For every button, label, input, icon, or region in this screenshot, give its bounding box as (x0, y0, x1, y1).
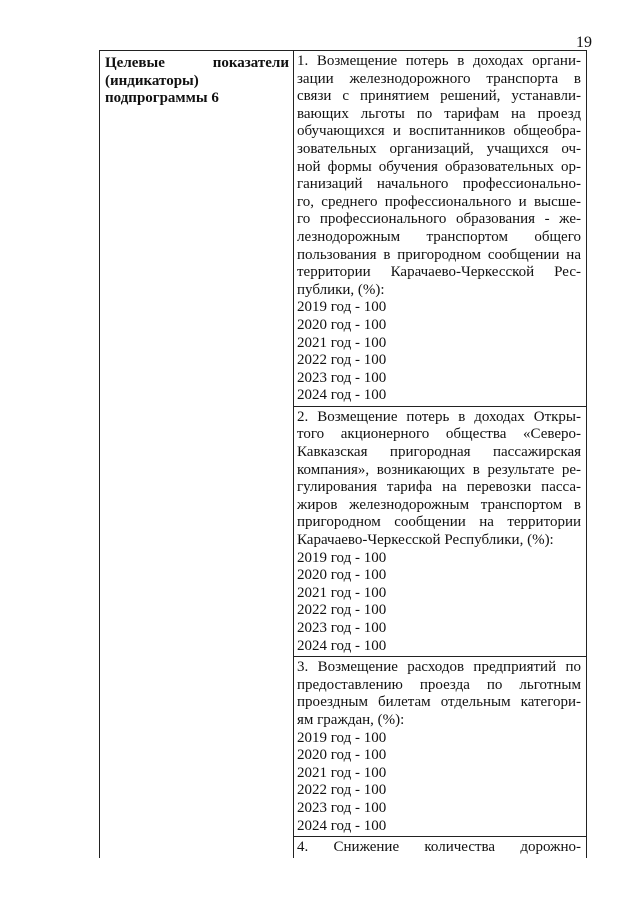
indicator-text-line: пригородном сообщении на территории (297, 514, 581, 531)
indicators-list (294, 51, 586, 858)
page-number: 19 (576, 34, 592, 51)
indicator-text-line: гулирования тарифа на перевозки пасса- (297, 479, 581, 496)
indicator-text-line: жиров железнодорожным транспортом в (297, 496, 581, 513)
indicator-text-line: предоставлению проезда по льготным (297, 676, 581, 693)
indicator-text-line: зации железнодорожного транспорта в (297, 70, 581, 87)
indicator-text-line: компания», возникающих в результате ре- (297, 461, 581, 478)
year-value: 2021 год - 100 (297, 764, 387, 781)
year-value: 2023 год - 100 (297, 620, 387, 636)
year-value: 2021 год - 100 (297, 584, 387, 601)
year-value: 2022 год - 100 (297, 782, 387, 799)
indicator-text-line: того акционерного общества «Северо- (297, 426, 581, 443)
year-value: 2019 год - 100 (297, 549, 387, 566)
indicator-text-line: проездным билетам отдельным категори- (297, 694, 581, 711)
year-value: 2023 год - 100 (297, 369, 387, 386)
indicator-text-line: го, среднего профессионального и высше- (297, 193, 581, 210)
indicator-text-line: пользования в пригородном сообщении на (297, 246, 581, 263)
indicator-text-line: территории Карачаево-Черкесской Рес- (297, 264, 581, 281)
year-value: 2024 год - 100 (297, 817, 387, 834)
year-value: 2023 год - 100 (297, 799, 387, 816)
indicator-text-line: ям граждан, (%): (297, 711, 405, 728)
year-value: 2020 год - 100 (297, 316, 387, 333)
year-value: 2022 год - 100 (297, 602, 387, 619)
indicator-text-line: вающих льготы по тарифам на проезд (297, 105, 581, 122)
year-value: 2021 год - 100 (297, 334, 387, 351)
table-header-cell: Целевые показатели (индикаторы) подпрограммы 6 (100, 51, 294, 858)
indicator-text-line: 2. Возмещение потерь в доходах Откры- (297, 408, 581, 425)
indicator-text-line: обучающихся и воспитанников общеобра- (297, 123, 581, 140)
indicator-text-line: публики, (%): (297, 281, 385, 298)
indicator-text-line: зовательных организаций, учащихся оч- (297, 140, 581, 157)
indicator-text-line: лезнодорожным транспортом общего (297, 228, 581, 245)
indicator-text-line: Карачаево-Черкесской Республики, (%): (297, 532, 554, 549)
year-value: 2019 год - 100 (297, 729, 387, 746)
indicator-text-line: ганизаций начального профессионально- (297, 176, 581, 193)
indicators-table (99, 50, 587, 858)
year-value: 2020 год - 100 (297, 567, 387, 584)
indicator-text-line: ной формы обучения образовательных ор- (297, 158, 581, 175)
indicator-text-line: 1. Возмещение потерь в доходах органи- (297, 53, 581, 69)
year-value: 2024 год - 100 (297, 387, 387, 404)
indicator-text-line: 4. Снижение количества дорожно- (297, 839, 581, 856)
indicator-item (294, 656, 586, 836)
indicator-text-line: связи с принятием решений, устанавли- (297, 88, 581, 105)
indicator-text-line: Кавказская пригородная пассажирская (297, 444, 581, 461)
indicator-item (294, 51, 586, 406)
indicator-text-line: 3. Возмещение расходов предприятий по (297, 659, 581, 676)
year-value: 2024 год - 100 (297, 637, 387, 654)
year-value: 2020 год - 100 (297, 747, 387, 764)
indicator-text-line: го профессионального образования - же- (297, 211, 581, 228)
year-value: 2019 год - 100 (297, 299, 387, 316)
indicator-item (294, 406, 586, 656)
indicator-item (294, 836, 586, 858)
year-value: 2022 год - 100 (297, 352, 387, 369)
